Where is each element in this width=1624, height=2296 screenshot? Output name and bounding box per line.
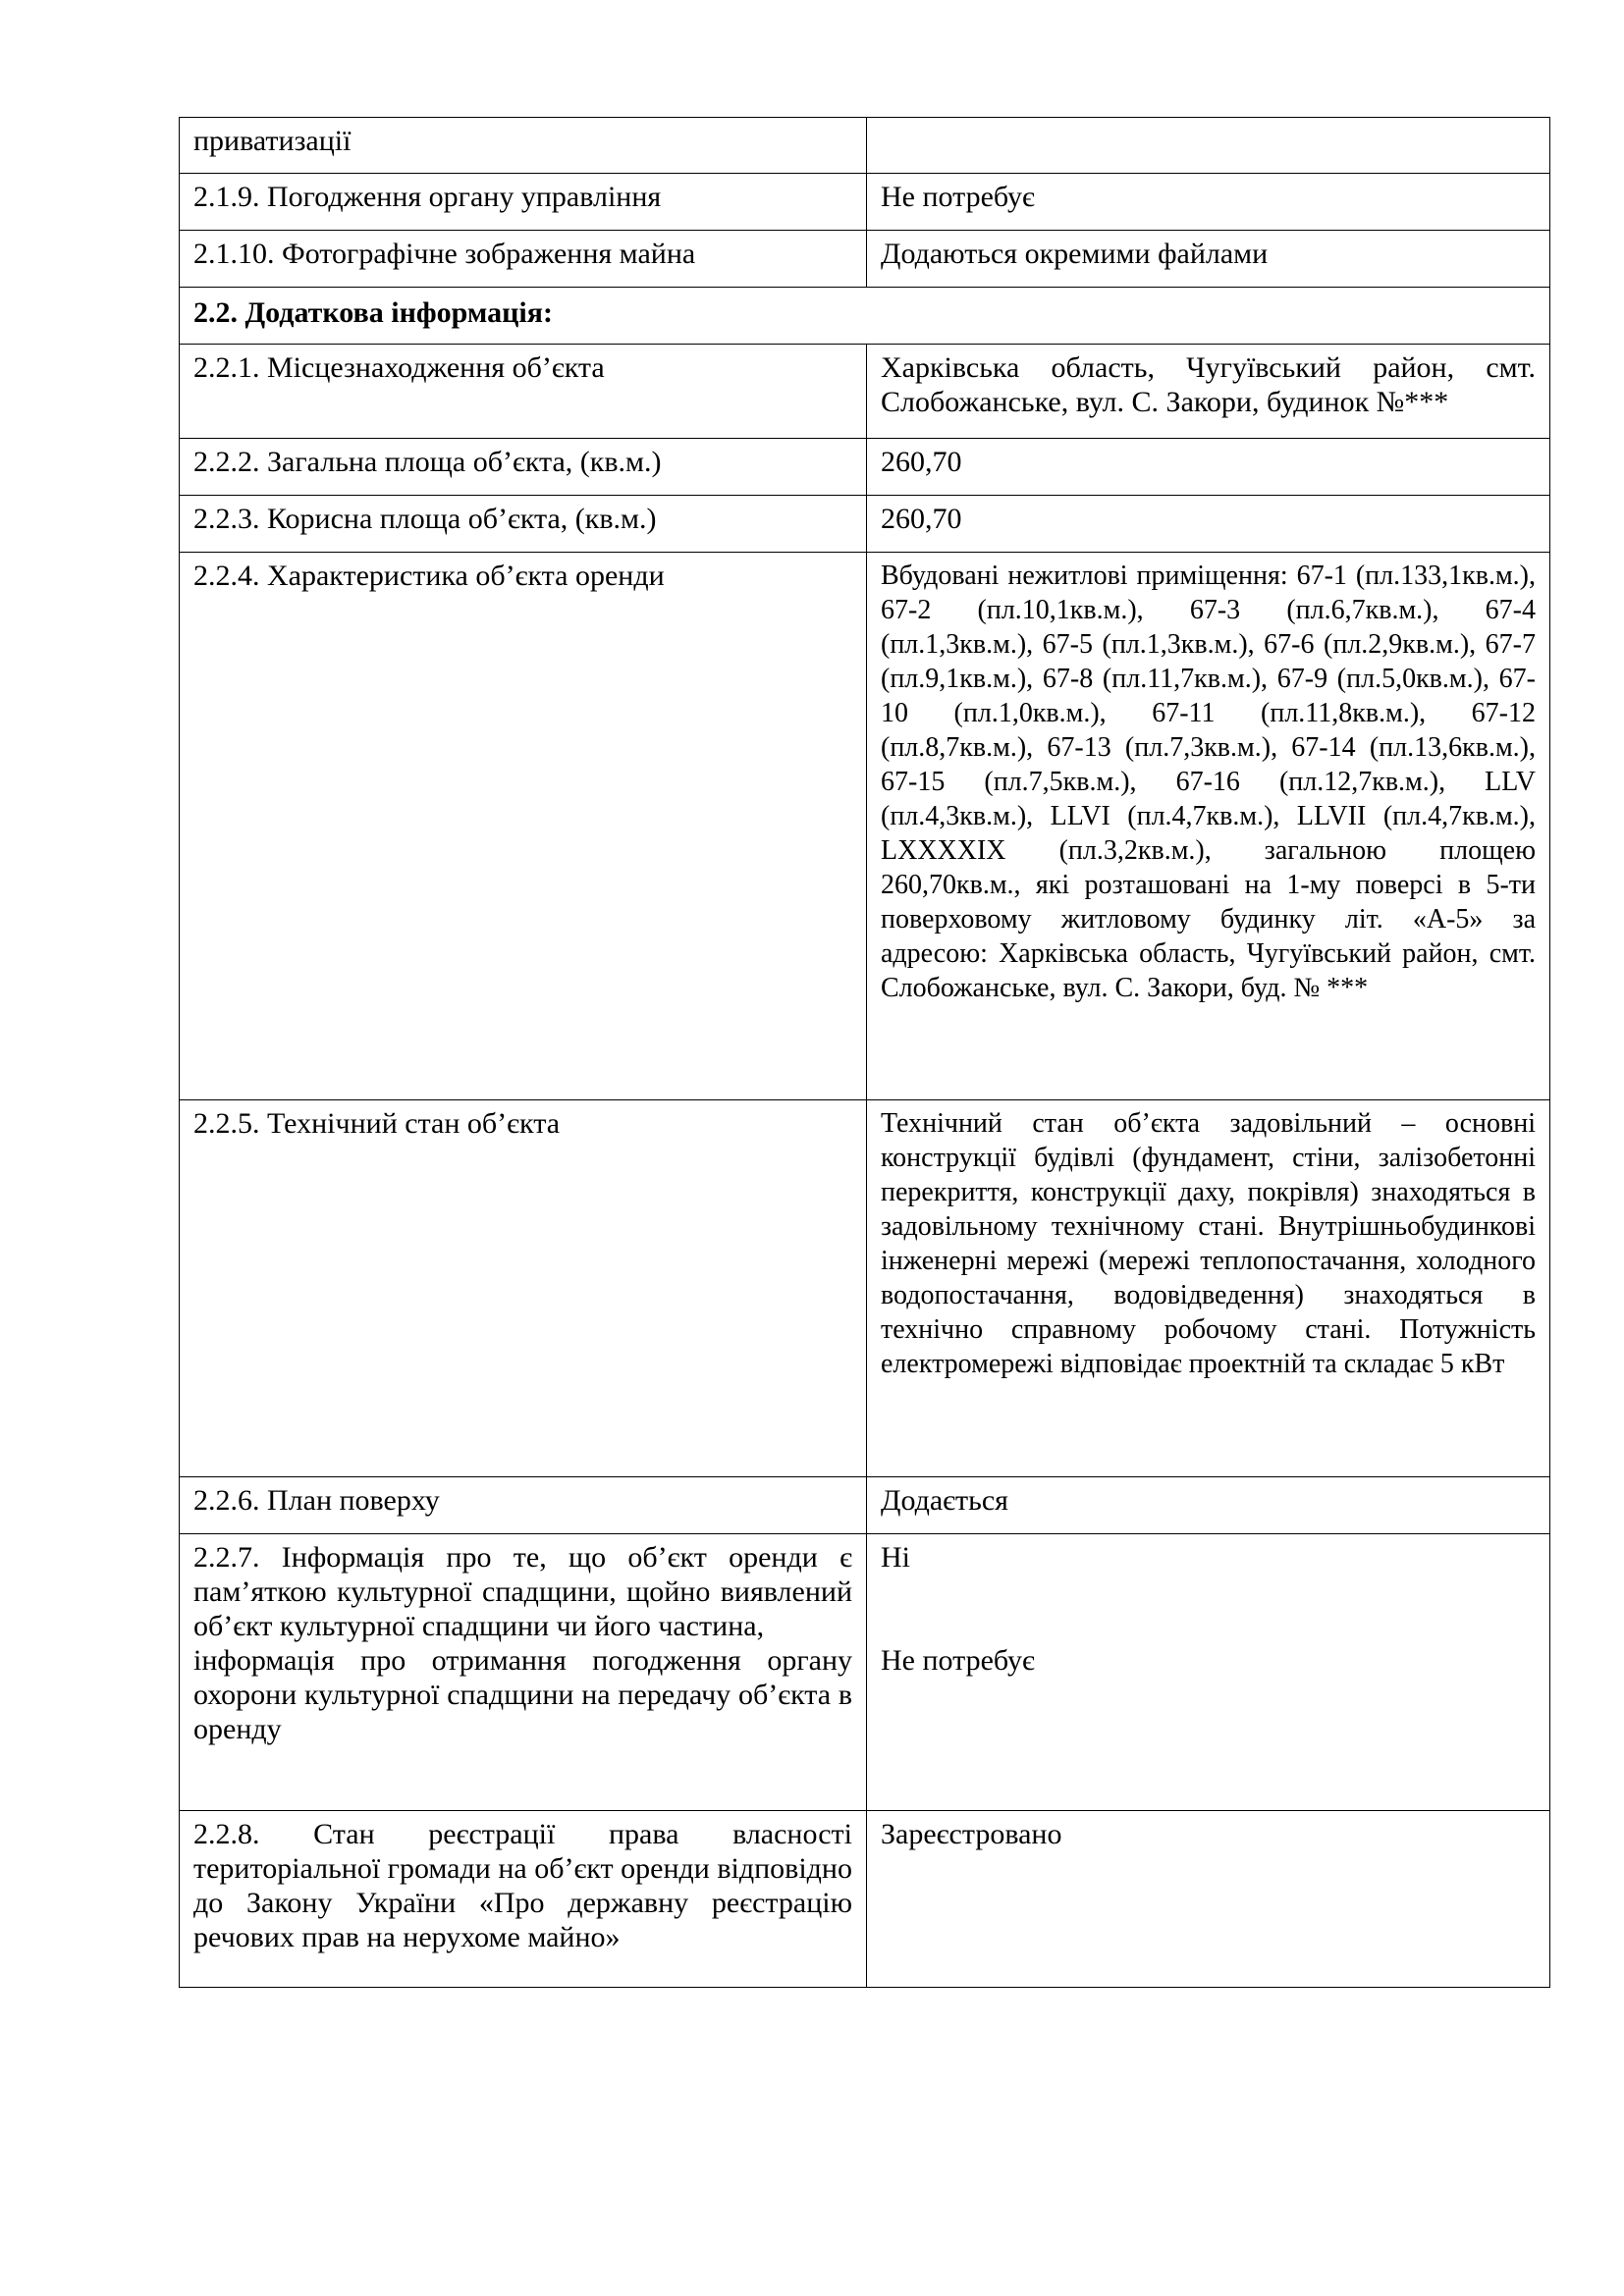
- table-row: [180, 1811, 1550, 1988]
- row-value: Зареєстровано: [867, 1811, 1550, 1988]
- row-label: 2.2.6. План поверху: [180, 1477, 867, 1534]
- row-label: 2.2.3. Корисна площа об’єкта, (кв.м.): [180, 496, 867, 553]
- row-value: Вбудовані нежитлові приміщення: 67-1 (пл.133,1кв.м.), 67-2 (пл.10,1кв.м.), 67-3 (пл.6,7кв.м.), 67-4 (пл.1,3кв.м.), 67-5 (пл.1,3кв.м.), 67-6 (пл.2,9кв.м.), 67-7 (пл.9,1кв.м.), 67-8 (пл.11,7кв.м.), 67-9 (пл.5,0кв.м.), 67-10 (пл.1,0кв.м.), 67-11 (пл.11,8кв.м.), 67-12 (пл.8,7кв.м.), 67-13 (пл.7,3кв.м.), 67-14 (пл.13,6кв.м.), 67-15 (пл.7,5кв.м.), 67-16 (пл.12,7кв.м.), LLV (пл.4,3кв.м.), LLVI (пл.4,7кв.м.), LLVII (пл.4,7кв.м.), LXXXXIX (пл.3,2кв.м.), загальною площею 260,70кв.м., які розташовані на 1-му поверсі в 5-ти поверховому житловому будинку літ. «А-5» за адресою: Харківська область, Чугуївський район, смт. Слобожанське, вул. С. Закори, буд. № ***: [867, 553, 1550, 1100]
- property-info-table: [179, 117, 1550, 1988]
- table-row: [180, 345, 1550, 439]
- row-value: 260,70: [867, 496, 1550, 553]
- table-row: [180, 231, 1550, 288]
- row-label: 2.2.2. Загальна площа об’єкта, (кв.м.): [180, 439, 867, 496]
- table-row: [180, 118, 1550, 174]
- table-row: [180, 496, 1550, 553]
- heritage-answer: Ні: [881, 1541, 910, 1574]
- approval-answer: Не потребує: [881, 1644, 1035, 1677]
- row-value: 260,70: [867, 439, 1550, 496]
- row-label: 2.2.1. Місцезнаходження об’єкта: [180, 345, 867, 439]
- row-value: Додаються окремими файлами: [867, 231, 1550, 288]
- table-row: [180, 553, 1550, 1100]
- table-row: [180, 174, 1550, 231]
- table-row: [180, 1477, 1550, 1534]
- row-label: 2.2.5. Технічний стан об’єкта: [180, 1100, 867, 1477]
- heritage-question: 2.2.7. Інформація про те, що об’єкт оренди є пам’яткою культурної спадщини, щойно виявлений об’єкт культурної спадщини чи його частина,: [193, 1541, 852, 1642]
- approval-question: інформація про отримання погодження органу охорони культурної спадщини на передачу об’єкта в оренду: [193, 1644, 852, 1745]
- section-title: 2.2. Додаткова інформація:: [180, 288, 1550, 345]
- table-row: [180, 1100, 1550, 1477]
- row-label: приватизації: [180, 118, 867, 174]
- table-row: [180, 1534, 1550, 1811]
- section-header-row: [180, 288, 1550, 345]
- row-value: Харківська область, Чугуївський район, смт. Слобожанське, вул. С. Закори, будинок №***: [867, 345, 1550, 439]
- row-value: Не потребує: [867, 174, 1550, 231]
- row-label: 2.1.10. Фотографічне зображення майна: [180, 231, 867, 288]
- row-label: 2.2.8. Стан реєстрації права власності територіальної громади на об’єкт оренди відповідно до Закону України «Про державну реєстрацію речових прав на нерухоме майно»: [180, 1811, 867, 1988]
- row-label: [180, 1534, 867, 1811]
- spacer: [881, 1575, 1536, 1643]
- table-row: [180, 439, 1550, 496]
- row-value: [867, 118, 1550, 174]
- row-label: 2.2.4. Характеристика об’єкта оренди: [180, 553, 867, 1100]
- row-label: 2.1.9. Погодження органу управління: [180, 174, 867, 231]
- row-value: [867, 1534, 1550, 1811]
- row-value: Додається: [867, 1477, 1550, 1534]
- row-value: Технічний стан об’єкта задовільний – основні конструкції будівлі (фундамент, стіни, залізобетонні перекриття, конструкції даху, покрівля) знаходяться в задовільному технічному стані. Внутрішньобудинкові інженерні мережі (мережі теплопостачання, холодного водопостачання, водовідведення) знаходяться в технічно справному робочому стані. Потужність електромережі відповідає проектній та складає 5 кВт: [867, 1100, 1550, 1477]
